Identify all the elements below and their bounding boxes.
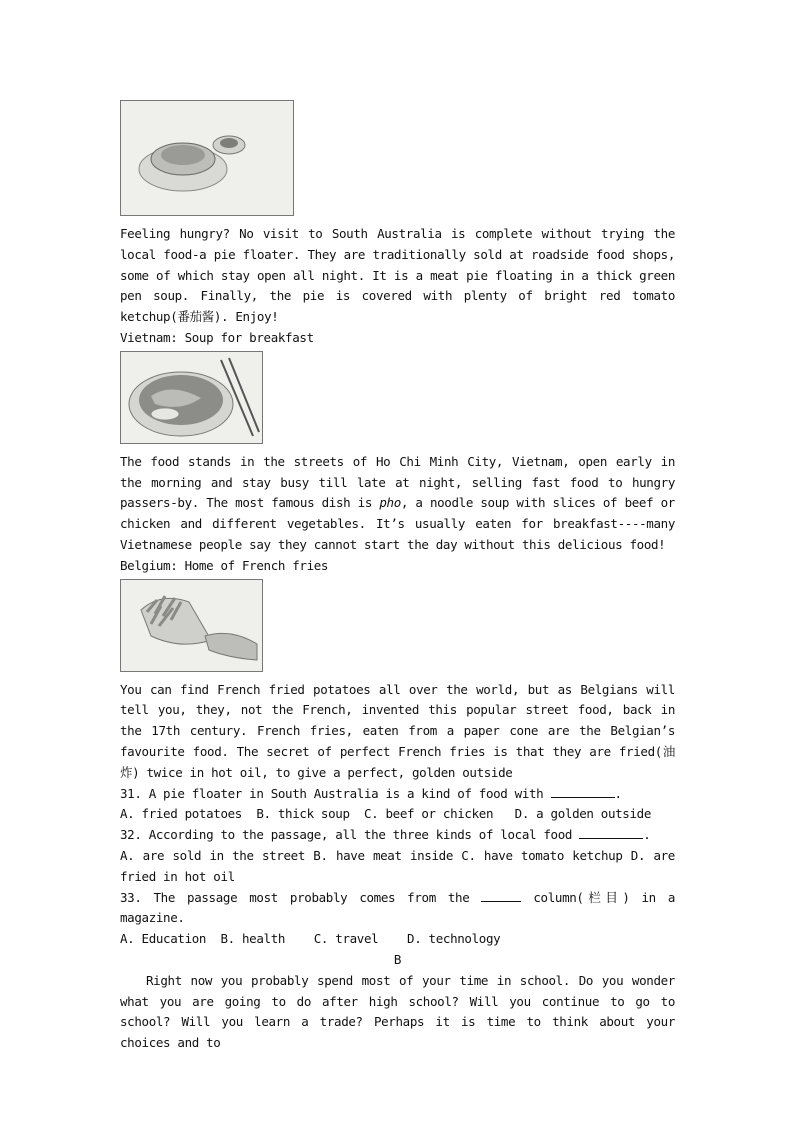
french-fries-photo (120, 579, 263, 672)
question-33-end: column(栏目) in a magazine. (120, 889, 676, 926)
pho-soup-photo (120, 351, 263, 444)
belgium-heading: Belgium: Home of French fries (120, 557, 329, 573)
answer-blank-32[interactable] (579, 826, 643, 839)
question-31-options: A. fried potatoes B. thick soup C. beef or chicken D. a golden outside (120, 806, 651, 822)
section-b-paragraph: Right now you probably spend most of your time in school. Do you wonder what you are going to do after high school? Will you continue to go to school? Will you learn a trade? Perhaps it is time to think about your choices and to (120, 972, 675, 1051)
question-33 (120, 888, 675, 930)
pho-paragraph-start: The food stands in the streets of Ho Chi Minh City, Vietnam, open early in the morning and stay busy till late at night, selling fast food to hungry passers-by. The most famous dish is (120, 453, 675, 511)
question-33-options: A. Education B. health C. travel D. technology (120, 931, 501, 947)
document-page (120, 100, 675, 1054)
section-b-label: B (393, 951, 402, 967)
french-fries-paragraph: You can find French fried potatoes all over the world, but as Belgians will tell you, they, not the French, invented this popular street food, back in the 17th century. French fries, eaten from a paper cone are the Belgian’s favourite food. The secret of perfect French fries is that they are fried(油炸) twice in hot oil, to give a perfect, golden outside (120, 681, 675, 780)
pho-paragraph-end: , a noodle soup with slices of beef or chicken and different vegetables. It’s usually eaten for breakfast----many Vietnamese people say they cannot start the day without this delicious food! (120, 495, 675, 552)
question-31-end: . (614, 785, 622, 801)
answer-blank-33[interactable] (481, 889, 521, 902)
vietnam-heading: Vietnam: Soup for breakfast (120, 329, 314, 345)
question-31 (120, 784, 675, 805)
pho-paragraph (120, 452, 675, 556)
pie-floater-photo (120, 100, 294, 216)
pie-floater-paragraph: Feeling hungry? No visit to South Australia is complete without trying the local food-a pie floater. They are traditionally sold at roadside food shops, some of which stay open all night. It is a meat pie floating in a thick green pen soup. Finally, the pie is covered with plenty of bright red tomato ketchup(番茄酱). Enjoy! (120, 226, 675, 325)
question-32-end: . (643, 827, 651, 843)
question-32-options: A. are sold in the street B. have meat inside C. have tomato ketchup D. are fried in hot oil (120, 847, 675, 884)
question-33-stem: 33. The passage most probably comes from the (120, 889, 482, 905)
question-31-stem: 31. A pie floater in South Australia is a kind of food with (120, 785, 551, 801)
pho-word: pho (379, 495, 401, 511)
question-32-stem: 32. According to the passage, all the three kinds of local food (120, 827, 580, 843)
answer-blank-31[interactable] (551, 785, 615, 798)
question-32 (120, 825, 675, 846)
